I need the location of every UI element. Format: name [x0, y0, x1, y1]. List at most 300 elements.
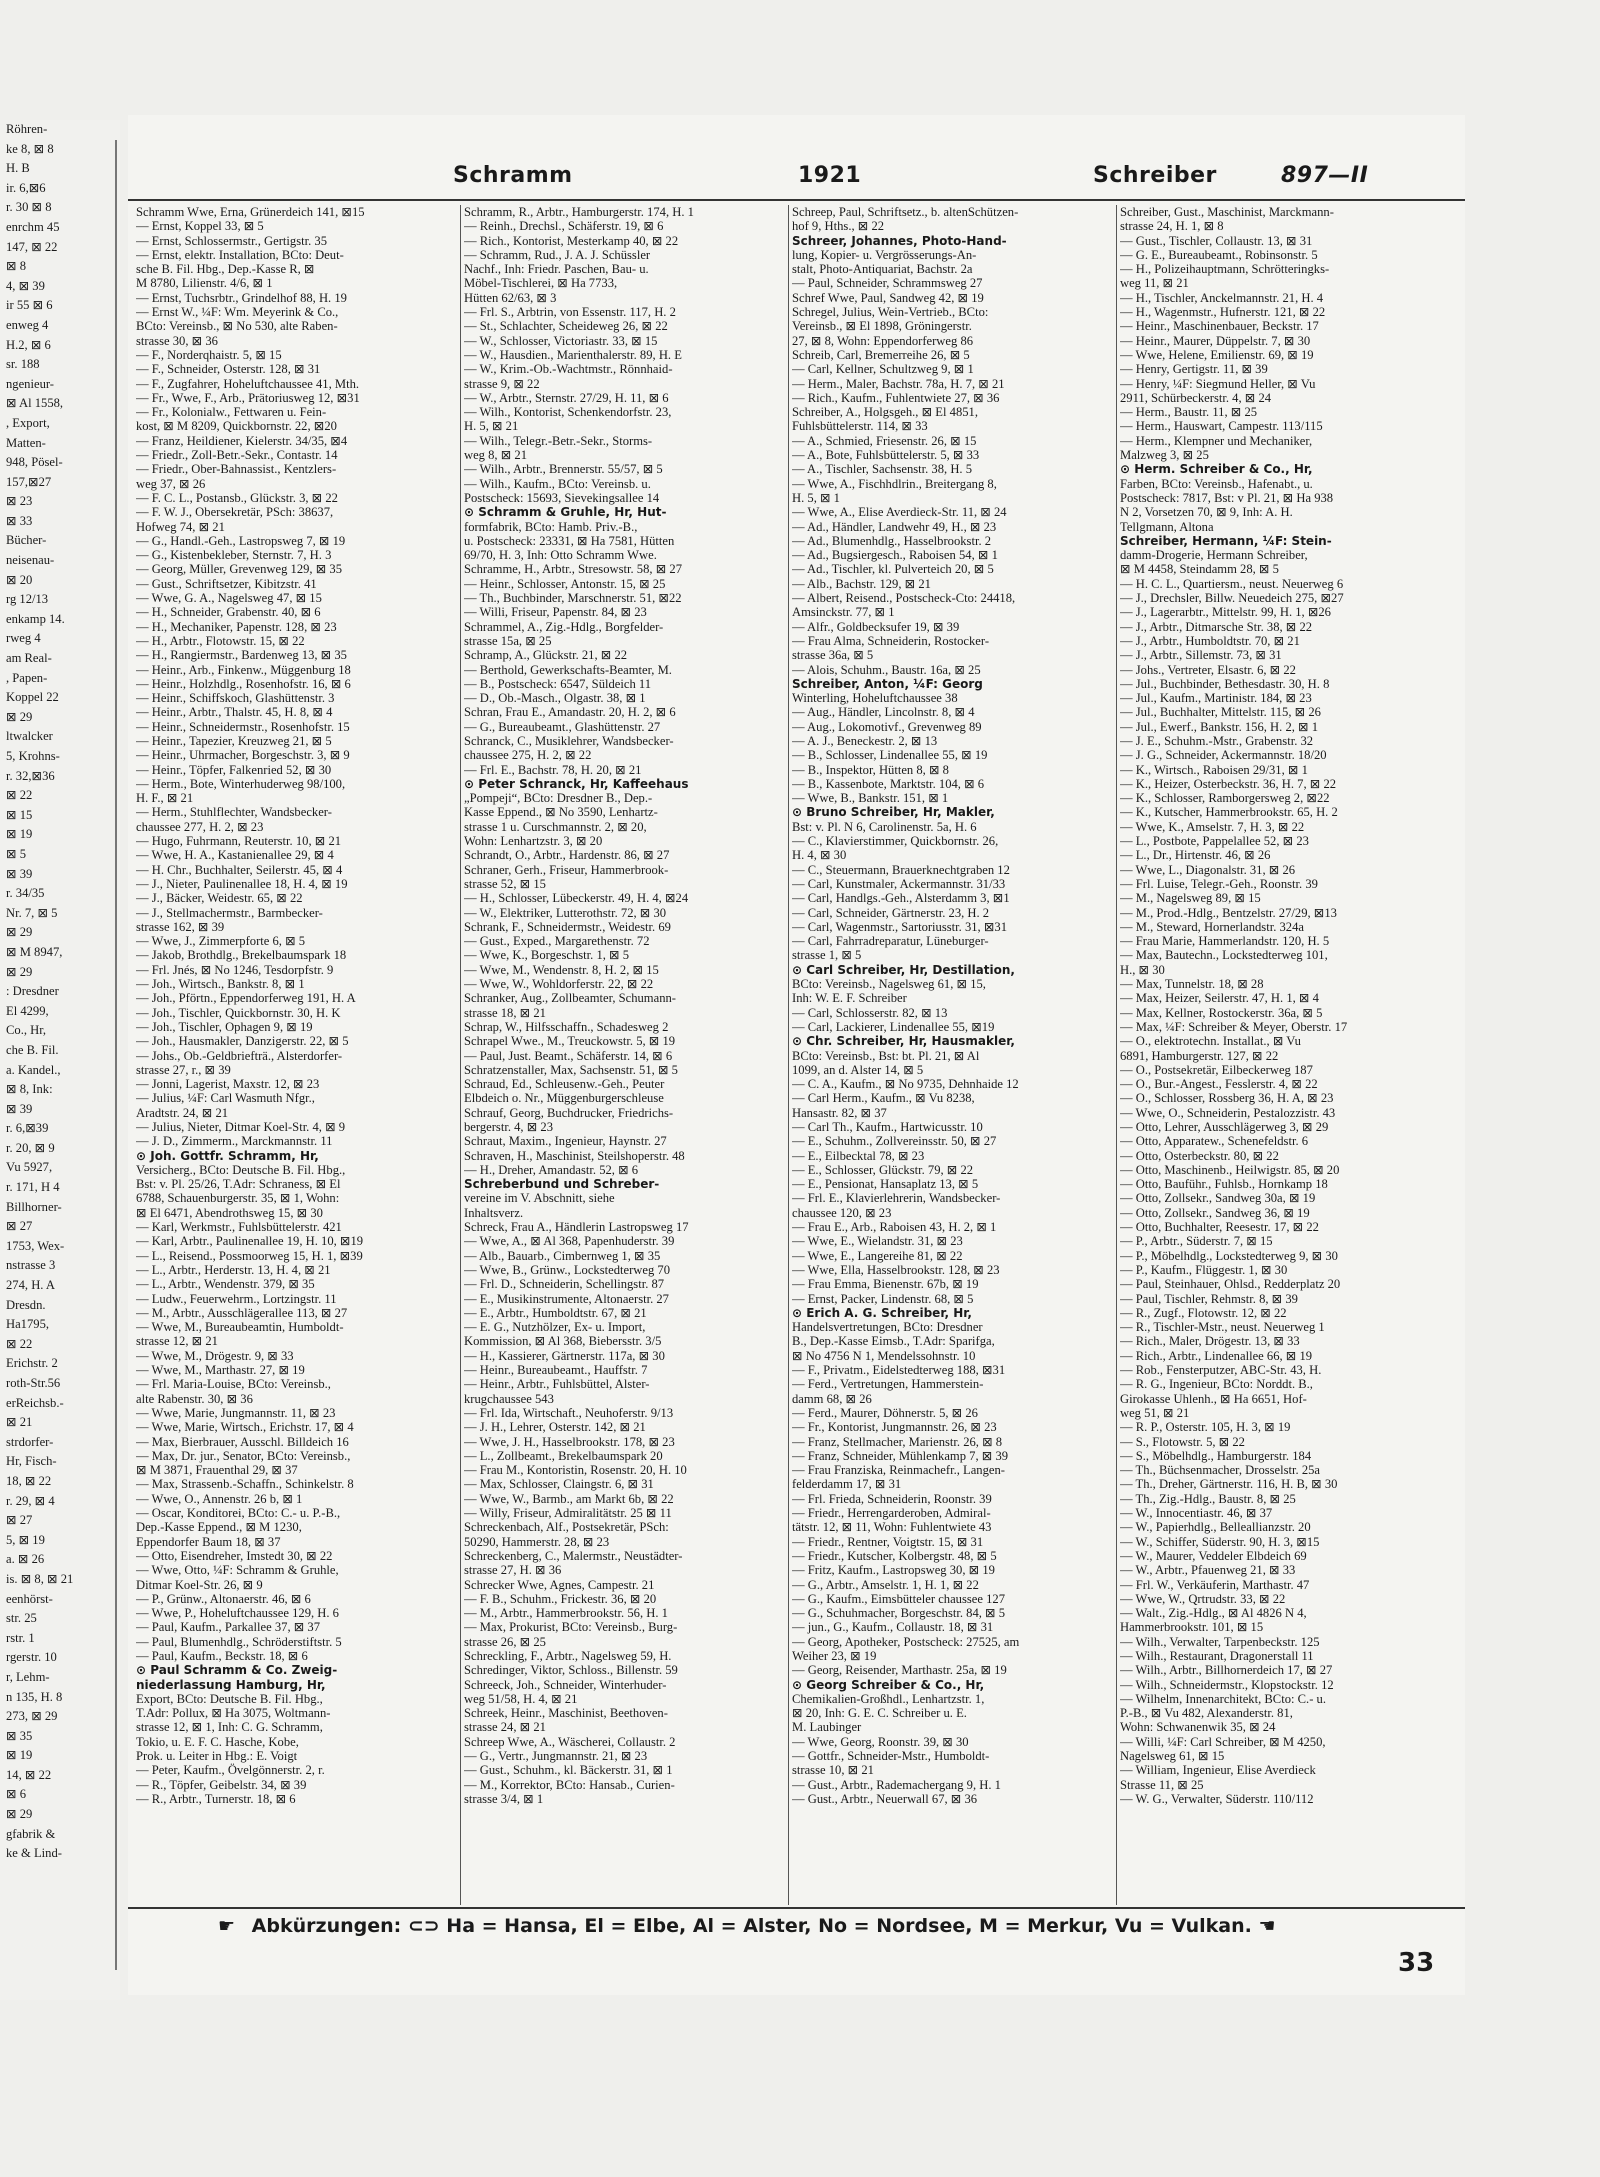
directory-entry: strasse 27, H. ⊠ 36: [464, 1563, 562, 1578]
directory-entry: — J., Arbtr., Ditmarsche Str. 38, ⊠ 22: [1120, 619, 1313, 634]
adjacent-page-fragment: 1753, Wex-: [6, 1238, 65, 1253]
adjacent-page-fragment: Matten-: [6, 435, 46, 450]
directory-page: [128, 115, 1465, 1995]
directory-entry: — H., Arbtr., Flotowstr. 15, ⊠ 22: [136, 633, 305, 648]
directory-entry: strasse 1, ⊠ 5: [792, 948, 862, 963]
directory-entry: Farben, BCto: Vereinsb., Hafenabt., u.: [1120, 476, 1313, 491]
directory-entry: — G. E., Bureaubeamt., Robinsonstr. 5: [1120, 247, 1318, 262]
directory-entry: — Wwe, K., Borgeschstr. 1, ⊠ 5: [464, 948, 630, 963]
adjacent-page-fragment: H. B: [6, 161, 30, 176]
directory-entry: ⊙ Bruno Schreiber, Hr, Makler,: [792, 805, 995, 820]
directory-entry: — B., Inspektor, Hütten 8, ⊠ 8: [792, 762, 949, 777]
directory-entry: Kasse Eppend., ⊠ No 3590, Lenhartz-: [464, 805, 658, 820]
adjacent-page-fragment: strdorfer-: [6, 1434, 54, 1449]
directory-entry: ⊠ M 3871, Frauenthal 29, ⊠ 37: [136, 1463, 298, 1478]
directory-entry: — H., Mechaniker, Papenstr. 128, ⊠ 23: [136, 619, 337, 634]
directory-entry: — Otto, Bauführ., Fuhlsb., Hornkamp 18: [1120, 1177, 1328, 1192]
footer-rule: [128, 1907, 1465, 1909]
directory-entry: — Frl. S., Arbtrin, von Essenstr. 117, H. 2: [464, 305, 676, 320]
directory-entry: chaussee 120, ⊠ 23: [792, 1205, 892, 1220]
adjacent-page-fragment: ⊠ 5: [6, 846, 26, 861]
directory-entry: — H. Chr., Buchhalter, Seilerstr. 45, ⊠ 4: [136, 862, 343, 877]
directory-entry: — Karl, Werkmstr., Fuhlsbüttelerstr. 421: [136, 1220, 342, 1235]
directory-entry: — Frl. D., Schneiderin, Schellingstr. 87: [464, 1277, 665, 1292]
directory-entry: — Paul, Kaufm., Parkallee 37, ⊠ 37: [136, 1620, 321, 1635]
directory-entry: strasse 12, ⊠ 21: [136, 1334, 218, 1349]
directory-entry: — Ad., Blumenhdlg., Hasselbrookstr. 2: [792, 533, 992, 548]
directory-entry: — Georg, Apotheker, Postscheck: 27525, am: [792, 1634, 1020, 1649]
directory-entry: — Wwe, Helene, Emilienstr. 69, ⊠ 19: [1120, 347, 1314, 362]
directory-entry: — M., Steward, Hornerlandstr. 324a: [1120, 919, 1304, 934]
directory-entry: H. 4, ⊠ 30: [792, 848, 847, 863]
directory-entry: — M., Prod.-Hdlg., Bentzelstr. 27/29, ⊠13: [1120, 905, 1337, 920]
directory-entry: — Joh., Tischler, Ophagen 9, ⊠ 19: [136, 1019, 313, 1034]
directory-entry: Bst: v. Pl. N 6, Carolinenstr. 5a, H. 6: [792, 819, 977, 834]
directory-entry: Girokasse Uhlenh., ⊠ Ha 6651, Hof-: [1120, 1391, 1307, 1406]
directory-entry: — Reinh., Drechsl., Schäferstr. 19, ⊠ 6: [464, 219, 664, 234]
directory-entry: — J., Drechsler, Billw. Neuedeich 275, ⊠27: [1120, 591, 1344, 606]
directory-entry: — Heinr., Schneidermstr., Rosenhofstr. 15: [136, 719, 350, 734]
adjacent-page-fragment: H.2, ⊠ 6: [6, 337, 51, 352]
adjacent-page-fragment: ⊠ Al 1558,: [6, 396, 64, 411]
directory-entry: — Heinr., Arbtr., Fuhlsbüttel, Alster-: [464, 1377, 650, 1392]
directory-entry: — Paul, Just. Beamt., Schäferstr. 14, ⊠ 6: [464, 1048, 673, 1063]
directory-entry: — Gust., Schriftsetzer, Kibitzstr. 41: [136, 576, 317, 591]
directory-entry: bergerstr. 4, ⊠ 23: [464, 1120, 554, 1134]
directory-entry: BCto: Vereinsb., Nagelsweg 61, ⊠ 15,: [792, 977, 986, 992]
directory-entry: — Julius, Nieter, Ditmar Koel-Str. 4, ⊠ 9: [136, 1120, 346, 1134]
directory-entry: — G., Handl.-Geh., Lastropsweg 7, ⊠ 19: [136, 533, 346, 548]
directory-entry: — Otto, Maschinenb., Heilwigstr. 85, ⊠ 20: [1120, 1162, 1340, 1177]
directory-entry: — Wilh., Restaurant, Dragonerstall 11: [1120, 1648, 1314, 1663]
directory-entry: — Max, Tunnelstr. 18, ⊠ 28: [1120, 977, 1264, 992]
directory-entry: — Fr., Wwe, F., Arb., Prätoriusweg 12, ⊠31: [136, 390, 360, 405]
directory-entry: Schreiber, A., Holgsgeh., ⊠ El 4851,: [792, 405, 978, 420]
directory-entry: P.-B., ⊠ Vu 482, Alexanderstr. 81,: [1120, 1706, 1293, 1721]
adjacent-page-fragment: che B. Fil.: [6, 1042, 59, 1057]
directory-entry: — C., Klavierstimmer, Quickbornstr. 26,: [792, 834, 999, 849]
directory-entry: — F., Schneider, Osterstr. 128, ⊠ 31: [136, 362, 321, 377]
directory-entry: — Herm., Baustr. 11, ⊠ 25: [1120, 405, 1258, 420]
directory-entry: — W., Schiffer, Süderstr. 90, H. 3, ⊠15: [1120, 1534, 1320, 1549]
directory-entry: — H., Wagenmstr., Hufnerstr. 121, ⊠ 22: [1120, 305, 1326, 320]
adjacent-page-fragment: ⊠ 23: [6, 494, 33, 509]
directory-entry: — O., Bur.-Angest., Fesslerstr. 4, ⊠ 22: [1120, 1077, 1318, 1092]
directory-entry: — Otto, Osterbeckstr. 80, ⊠ 22: [1120, 1148, 1279, 1163]
directory-entry: — H., Tischler, Anckelmannstr. 21, H. 4: [1120, 290, 1324, 305]
directory-entry: — Carl, Kellner, Schultzweg 9, ⊠ 1: [792, 362, 974, 377]
directory-entry: — Frau Marie, Hammerlandstr. 120, H. 5: [1120, 934, 1330, 949]
directory-entry: — P., Arbtr., Süderstr. 7, ⊠ 15: [1120, 1234, 1273, 1249]
adjacent-page-fragment: enrchm 45: [6, 219, 60, 234]
directory-entry: — O., elektrotechn. Installat., ⊠ Vu: [1120, 1034, 1301, 1049]
adjacent-page-fragment: ⊠ 27: [6, 1513, 33, 1528]
directory-entry: — Wilh., Arbtr., Brennerstr. 55/57, ⊠ 5: [464, 462, 663, 477]
directory-entry: — P., Kaufm., Flüggestr. 1, ⊠ 30: [1120, 1262, 1288, 1277]
directory-entry: — F. B., Schuhm., Frickestr. 36, ⊠ 20: [464, 1591, 657, 1606]
adjacent-page-fragment: ⊠ 39: [6, 866, 33, 881]
directory-entry: — Georg, Reisender, Marthastr. 25a, ⊠ 19: [792, 1663, 1007, 1678]
adjacent-page-fragment: ltwalcker: [6, 729, 53, 744]
directory-entry: — H., Polizeihauptmann, Schrötteringks-: [1120, 262, 1330, 277]
adjacent-page-fragment: Vu 5927,: [6, 1160, 53, 1175]
adjacent-page-fragment: r. 6,⊠39: [6, 1121, 49, 1136]
directory-entry: Schregel, Julius, Wein-Vertrieb., BCto:: [792, 305, 989, 320]
directory-entry: ⊙ Erich A. G. Schreiber, Hr,: [792, 1305, 972, 1320]
directory-entry: — Gust., Exped., Margarethenstr. 72: [464, 934, 650, 949]
adjacent-page-fragment: neisenau-: [6, 553, 55, 568]
directory-entry: niederlassung Hamburg, Hr,: [136, 1677, 326, 1692]
directory-entry: — Frau Emma, Bienenstr. 67b, ⊠ 19: [792, 1277, 979, 1292]
directory-entry: — Gust., Tischler, Collaustr. 13, ⊠ 31: [1120, 233, 1313, 248]
directory-entry: — Frau Franziska, Reinmachefr., Langen-: [792, 1463, 1005, 1478]
directory-entry: — Oscar, Konditorei, BCto: C.- u. P.-B.,: [136, 1506, 341, 1521]
directory-entry: — Carl, Fahrradreparatur, Lüneburger-: [792, 934, 989, 949]
directory-entry: Fuhlsbüttelerstr. 114, ⊠ 33: [792, 419, 928, 434]
directory-entry: — jun., G., Kaufm., Collaustr. 18, ⊠ 31: [792, 1620, 994, 1635]
directory-entry: — W., Innocentiastr. 46, ⊠ 37: [1120, 1506, 1273, 1521]
adjacent-page-fragment: sr. 188: [6, 357, 40, 372]
directory-entry: — Frau E., Arb., Raboisen 43, H. 2, ⊠ 1: [792, 1220, 997, 1235]
directory-entry: strasse 30, ⊠ 36: [136, 333, 218, 348]
adjacent-page-fragment: : Dresdner: [6, 984, 59, 999]
adjacent-page-fragment: rweg 4: [6, 631, 41, 646]
directory-entry: — Wilhelm, Innenarchitekt, BCto: C.- u.: [1120, 1691, 1326, 1706]
directory-entry: — E., Arbtr., Humboldtstr. 67, ⊠ 21: [464, 1305, 647, 1320]
adjacent-page-fragment: roth-Str.56: [6, 1376, 61, 1390]
directory-entry: — Karl, Arbtr., Paulinenallee 19, H. 10, ⊠19: [136, 1234, 364, 1249]
adjacent-page-fragment: 274, H. A: [6, 1278, 55, 1293]
directory-entry: — Ernst, Tuchsrbtr., Grindelhof 88, H. 19: [136, 290, 347, 305]
directory-entry: — J., Arbtr., Sillemstr. 73, ⊠ 31: [1120, 648, 1282, 663]
directory-entry: — Aug., Lokomotivf., Grevenweg 89: [792, 719, 982, 734]
directory-entry: — Wilh., Kontorist, Schenkendorfstr. 23,: [464, 405, 672, 420]
directory-entry: — F., Zugfahrer, Hoheluftchaussee 41, Mth.: [136, 376, 360, 391]
directory-entry: BCto: Vereinsb., Bst: bt. Pl. 21, ⊠ Al: [792, 1048, 980, 1063]
directory-entry: — Wwe, K., Amselstr. 7, H. 3, ⊠ 22: [1120, 819, 1305, 834]
directory-entry: strasse 27, r., ⊠ 39: [136, 1062, 231, 1077]
directory-entry: strasse 26, ⊠ 25: [464, 1634, 546, 1649]
directory-entry: — Carl Herm., Kaufm., ⊠ Vu 8238,: [792, 1091, 975, 1106]
directory-entry: — Wwe, W., Wohldorferstr. 22, ⊠ 22: [464, 977, 654, 992]
directory-entry: BCto: Vereinsb., ⊠ No 530, alte Raben-: [136, 319, 338, 334]
directory-entry: Bst: v. Pl. 25/26, T.Adr: Schraness, ⊠ El: [136, 1177, 341, 1192]
directory-entry: — P., Möbelhdlg., Lockstedterweg 9, ⊠ 30: [1120, 1248, 1338, 1263]
directory-entry: — E., Schlosser, Glückstr. 79, ⊠ 22: [792, 1162, 974, 1177]
directory-entry: Schreer, Johannes, Photo-Hand-: [792, 233, 1007, 248]
directory-entry: — W., Elektriker, Lutterothstr. 72, ⊠ 30: [464, 905, 667, 920]
adjacent-page-fragment: Erichstr. 2: [6, 1356, 58, 1371]
adjacent-page-fragment: 18, ⊠ 22: [6, 1473, 52, 1488]
directory-entry: — Heinr., Arb., Finkenw., Müggenburg 18: [136, 662, 351, 677]
directory-entry: H. 5, ⊠ 21: [464, 419, 519, 434]
directory-entry: — A. J., Beneckestr. 2, ⊠ 13: [792, 733, 938, 748]
adjacent-page-fragment: ⊠ 20: [6, 572, 33, 587]
directory-entry: — Rich., Maler, Drögestr. 13, ⊠ 33: [1120, 1334, 1300, 1349]
adjacent-page-fragment: Nr. 7, ⊠ 5: [6, 905, 58, 920]
directory-entry: chaussee 275, H. 2, ⊠ 22: [464, 748, 592, 763]
directory-entry: — Georg, Müller, Grevenweg 129, ⊠ 35: [136, 562, 343, 577]
directory-entry: — Friedr., Ober-Bahnassist., Kentzlers-: [136, 462, 337, 477]
directory-entry: Hütten 62/63, ⊠ 3: [464, 290, 557, 305]
adjacent-page-fragment: ⊠ 29: [6, 925, 33, 940]
directory-entry: Schramp, A., Glückstr. 21, ⊠ 22: [464, 648, 628, 663]
directory-entry: stalt, Photo-Antiquariat, Bachstr. 2a: [792, 262, 973, 277]
directory-entry: — Max, Prokurist, BCto: Vereinsb., Burg-: [464, 1620, 678, 1635]
directory-entry: — Frl. Frieda, Schneiderin, Roonstr. 39: [792, 1491, 992, 1506]
adjacent-page-fragment: ir. 6,⊠6: [6, 180, 46, 195]
directory-entry: — Max, Bautechn., Lockstedterweg 101,: [1120, 948, 1328, 963]
column-1: [133, 205, 461, 1905]
directory-entry: — Frau M., Kontoristin, Rosenstr. 20, H. 10: [464, 1463, 687, 1478]
directory-entry: — S., Flotowstr. 5, ⊠ 22: [1120, 1434, 1245, 1449]
directory-entry: — C., Steuermann, Brauerknechtgraben 12: [792, 862, 1010, 877]
directory-entry: — Carl, Schlosserstr. 82, ⊠ 13: [792, 1005, 948, 1020]
directory-entry: — Rich., Kaufm., Fuhlentwiete 27, ⊠ 36: [792, 390, 1000, 405]
directory-entry: strasse 36a, ⊠ 5: [792, 648, 874, 663]
directory-entry: Nagelsweg 61, ⊠ 15: [1120, 1749, 1225, 1764]
abbreviations-text: Abkürzungen: ⊂⊃ Ha = Hansa, El = Elbe, Al = Alster, No = Nordsee, M = Merkur, Vu = Vulkan.: [251, 1915, 1252, 1937]
directory-entry: — G., Schuhmacher, Borgeschstr. 84, ⊠ 5: [792, 1606, 1006, 1621]
adjacent-page-fragment: Dresdn.: [6, 1297, 46, 1312]
adjacent-page-fragment: ke 8, ⊠ 8: [6, 141, 54, 156]
directory-entry: — Heinr., Tapezier, Kreuzweg 21, ⊠ 5: [136, 733, 332, 748]
directory-entry: Ditmar Koel-Str. 26, ⊠ 9: [136, 1577, 263, 1592]
directory-entry: — Otto, Lehrer, Ausschlägerweg 3, ⊠ 29: [1120, 1120, 1329, 1134]
directory-entry: 50290, Hammerstr. 28, ⊠ 23: [464, 1534, 610, 1549]
adjacent-page-fragment: Röhren-: [6, 122, 48, 136]
directory-entry: — L., Reisend., Possmoorweg 15, H. 1, ⊠39: [136, 1248, 363, 1263]
directory-entry: 6788, Schauenburgerstr. 35, ⊠ 1, Wohn:: [136, 1191, 340, 1206]
directory-entry: — Carl, Lackierer, Lindenallee 55, ⊠19: [792, 1019, 995, 1034]
directory-entry: — K., Schlosser, Ramborgersweg 2, ⊠22: [1120, 791, 1330, 806]
directory-entry: — Herm., Maler, Bachstr. 78a, H. 7, ⊠ 21: [792, 376, 1005, 391]
directory-entry: — Joh., Wirtsch., Bankstr. 8, ⊠ 1: [136, 977, 305, 992]
adjacent-page-fragment: Hr, Fisch-: [6, 1454, 57, 1469]
directory-entry: — Carl, Kunstmaler, Ackermannstr. 31/33: [792, 876, 1006, 891]
adjacent-page-fragment: r. 171, H 4: [6, 1180, 60, 1195]
directory-entry: — Willy, Friseur, Admiralitätstr. 25 ⊠ 11: [464, 1506, 672, 1521]
pointing-hand-left-icon: ☚: [1258, 1915, 1276, 1937]
directory-entry: Schranck, C., Musiklehrer, Wandsbecker-: [464, 733, 674, 748]
directory-entry: — R. P., Osterstr. 105, H. 3, ⊠ 19: [1120, 1420, 1291, 1435]
directory-entry: — G., Bureaubeamt., Glashüttenstr. 27: [464, 719, 661, 734]
directory-entry: Weiher 23, ⊠ 19: [792, 1648, 877, 1663]
directory-entry: — L., Arbtr., Wendenstr. 379, ⊠ 35: [136, 1277, 315, 1292]
directory-entry: — Wilh., Kaufm., BCto: Vereinsb. u.: [464, 476, 651, 491]
directory-entry: — Wwe, B., Grünw., Lockstedterweg 70: [464, 1262, 671, 1277]
adjacent-page-fragment: ir 55 ⊠ 6: [6, 298, 53, 313]
directory-entry: Schramm, R., Arbtr., Hamburgerstr. 174, H. 1: [464, 205, 694, 219]
directory-entry: strasse 52, ⊠ 15: [464, 876, 546, 891]
directory-entry: — Otto, Zollsekr., Sandweg 36, ⊠ 19: [1120, 1205, 1310, 1220]
directory-entry: Schranker, Aug., Zollbeamter, Schumann-: [464, 991, 676, 1006]
adjacent-page-fragment: ⊠ 39: [6, 1101, 33, 1116]
adjacent-page-fragment: ⊠ 19: [6, 827, 33, 842]
directory-entry: H., ⊠ 30: [1120, 962, 1165, 977]
directory-entry: — Heinr., Maurer, Düppelstr. 7, ⊠ 30: [1120, 333, 1311, 348]
directory-entry: — Max, Heizer, Seilerstr. 47, H. 1, ⊠ 4: [1120, 991, 1319, 1006]
directory-entry: Schraner, Gerh., Friseur, Hammerbrook-: [464, 862, 669, 877]
directory-entry: Wohn: Schwanenwik 35, ⊠ 24: [1120, 1720, 1276, 1735]
directory-entry: Aradtstr. 24, ⊠ 21: [136, 1105, 229, 1120]
directory-entry: Schreib, Carl, Bremerreihe 26, ⊠ 5: [792, 347, 970, 362]
adjacent-page-fragment: ⊠ 35: [6, 1728, 33, 1743]
directory-entry: Schraut, Maxim., Ingenieur, Haynstr. 27: [464, 1134, 667, 1149]
directory-entry: — Ferd., Maurer, Döhnerstr. 5, ⊠ 26: [792, 1405, 978, 1420]
adjacent-page-fragment: ⊠ 22: [6, 1336, 33, 1351]
directory-entry: — Ernst, Packer, Lindenstr. 68, ⊠ 5: [792, 1291, 974, 1306]
directory-entry: M 8780, Lilienstr. 4/6, ⊠ 1: [136, 276, 273, 291]
directory-entry: — Otto, Eisendreher, Imstedt 30, ⊠ 22: [136, 1548, 333, 1563]
directory-entry: strasse 1 u. Curschmannstr. 2, ⊠ 20,: [464, 819, 647, 834]
directory-entry: — Rob., Fensterputzer, ABC-Str. 43, H.: [1120, 1363, 1322, 1378]
directory-entry: Möbel-Tischlerei, ⊠ Ha 7733,: [464, 276, 618, 291]
directory-entry: — G., Arbtr., Amselstr. 1, H. 1, ⊠ 22: [792, 1577, 979, 1592]
adjacent-page-fragment: 147, ⊠ 22: [6, 239, 58, 254]
directory-entry: Schratzenstaller, Max, Sachsenstr. 51, ⊠ 5: [464, 1062, 678, 1077]
directory-entry: — H., Rangiermstr., Bardenweg 13, ⊠ 35: [136, 648, 347, 663]
directory-entry: — Paul, Blumenhdlg., Schröderstiftstr. 5: [136, 1634, 342, 1649]
directory-entry: u. Postscheck: 23331, ⊠ Ha 7581, Hütten: [464, 533, 675, 548]
directory-entry: Chemikalien-Großhdl., Lenhartzstr. 1,: [792, 1691, 985, 1706]
adjacent-page-fragment: 157,⊠27: [6, 474, 52, 489]
directory-entry: — Aug., Händler, Lincolnstr. 8, ⊠ 4: [792, 705, 975, 720]
directory-entry: vereine im V. Abschnitt, siehe: [464, 1191, 615, 1206]
directory-entry: — Max, ¼F: Schreiber & Meyer, Oberstr. 17: [1120, 1019, 1348, 1034]
directory-entry: — J., Arbtr., Humboldtstr. 70, ⊠ 21: [1120, 633, 1300, 648]
directory-entry: — Jul., Kaufm., Martinistr. 184, ⊠ 23: [1120, 691, 1312, 706]
directory-entry: — Jul., Ewerf., Bankstr. 156, H. 2, ⊠ 1: [1120, 719, 1319, 734]
directory-entry: — R., Tischler-Mstr., neust. Neuerweg 1: [1120, 1320, 1325, 1335]
directory-entry: — Th., Zig.-Hdlg., Baustr. 8, ⊠ 25: [1120, 1491, 1296, 1506]
directory-entry: — H. C. L., Quartiersm., neust. Neuerweg 6: [1120, 576, 1344, 591]
adjacent-page-fragment: rgerstr. 10: [6, 1650, 57, 1665]
directory-entry: sche B. Fil. Hbg., Dep.-Kasse R, ⊠: [136, 262, 315, 277]
directory-entry: — L., Dr., Hirtenstr. 46, ⊠ 26: [1120, 848, 1271, 863]
directory-entry: — Wwe, M., Wendenstr. 8, H. 2, ⊠ 15: [464, 962, 659, 977]
adjacent-page-fragment: ngenieur-: [6, 376, 55, 391]
directory-entry: — Heinr., Holzhdlg., Rosenhofstr. 16, ⊠ 6: [136, 676, 351, 691]
adjacent-page-fragment: r. 30 ⊠ 8: [6, 200, 52, 215]
adjacent-page-fragment: ⊠ 29: [6, 964, 33, 979]
directory-entry: — Wwe, A., ⊠ Al 368, Papenhuderstr. 39: [464, 1234, 675, 1249]
directory-entry: — H., Dreher, Amandastr. 52, ⊠ 6: [464, 1162, 639, 1177]
directory-entry: strasse 24, ⊠ 21: [464, 1720, 546, 1735]
directory-entry: krugchaussee 543: [464, 1391, 554, 1406]
directory-entry: — Wwe, M., Drögestr. 9, ⊠ 33: [136, 1348, 294, 1363]
directory-entry: — Albert, Reisend., Postscheck-Cto: 24418,: [792, 591, 1016, 606]
directory-entry: — Frl. Ida, Wirtschaft., Neuhoferstr. 9/13: [464, 1405, 674, 1420]
directory-entry: — Alois, Schuhm., Baustr. 16a, ⊠ 25: [792, 662, 981, 677]
directory-entry: — Peter, Kaufm., Övelgönnerstr. 2, r.: [136, 1763, 325, 1778]
directory-entry: — Fritz, Kaufm., Lastropsweg 30, ⊠ 19: [792, 1563, 995, 1578]
adjacent-page-fragment: ⊠ 19: [6, 1748, 33, 1763]
directory-entry: — O., Schlosser, Rossberg 36, H. A, ⊠ 23: [1120, 1091, 1334, 1106]
adjacent-page-fragment: r. 29, ⊠ 4: [6, 1493, 55, 1508]
directory-entry: — Alfr., Goldbecksufer 19, ⊠ 39: [792, 619, 960, 634]
directory-entry: — Gottfr., Schneider-Mstr., Humboldt-: [792, 1749, 990, 1764]
directory-entry: — A., Schmied, Friesenstr. 26, ⊠ 15: [792, 433, 977, 448]
directory-entry: Nachf., Inh: Friedr. Paschen, Bau- u.: [464, 262, 649, 277]
column-2: [461, 205, 789, 1905]
directory-entry: 1099, an d. Alster 14, ⊠ 5: [792, 1062, 924, 1077]
directory-entry: — L., Arbtr., Herderstr. 13, H. 4, ⊠ 21: [136, 1262, 331, 1277]
directory-entry: — Ad., Händler, Landwehr 49, H., ⊠ 23: [792, 519, 997, 534]
directory-entry: — S., Möbelhdlg., Hamburgerstr. 184: [1120, 1448, 1312, 1463]
directory-entry: — L., Zollbeamt., Brekelbaumspark 20: [464, 1448, 663, 1463]
directory-entry: — J. E., Schuhm.-Mstr., Grabenstr. 32: [1120, 733, 1314, 748]
directory-entry: — Johs., Vertreter, Elsastr. 6, ⊠ 22: [1120, 662, 1296, 677]
directory-entry: Kommission, ⊠ Al 368, Biebersstr. 3/5: [464, 1334, 662, 1349]
directory-entry: — Carl, Handlgs.-Geh., Alsterdamm 3, ⊠1: [792, 891, 1010, 906]
directory-entry: — E., Musikinstrumente, Altonaerstr. 27: [464, 1291, 669, 1306]
directory-entry: — E., Eilbecktal 78, ⊠ 23: [792, 1148, 925, 1163]
directory-entry: — Frl. Maria-Louise, BCto: Vereinsb.,: [136, 1377, 331, 1392]
column-4: [1117, 205, 1445, 1905]
adjacent-page-fragment: nstrasse 3: [6, 1258, 56, 1273]
directory-entry: — W., Hausdien., Marienthalerstr. 89, H. E: [464, 347, 682, 362]
directory-entry: — Carl Th., Kaufm., Hartwicusstr. 10: [792, 1120, 983, 1134]
directory-entry: — Alb., Bachstr. 129, ⊠ 21: [792, 576, 931, 591]
directory-entry: — Wilh., Verwalter, Tarpenbeckstr. 125: [1120, 1634, 1320, 1649]
directory-entry: alte Rabenstr. 30, ⊠ 36: [136, 1391, 253, 1406]
adjacent-page-fragment: ⊠ 15: [6, 807, 33, 822]
directory-entry: — Willi, Friseur, Papenstr. 84, ⊠ 23: [464, 605, 647, 620]
adjacent-page-fragment: enkamp 14.: [6, 611, 65, 626]
directory-entry: — M., Nagelsweg 89, ⊠ 15: [1120, 891, 1261, 906]
pointing-hand-icon: ☛: [218, 1915, 236, 1937]
directory-entry: felderdamm 17, ⊠ 31: [792, 1477, 902, 1492]
directory-entry: — R., Töpfer, Geibelstr. 34, ⊠ 39: [136, 1777, 307, 1792]
directory-entry: — Fr., Kontorist, Jungmannstr. 26, ⊠ 23: [792, 1420, 997, 1435]
directory-entry: — F., Norderqhaistr. 5, ⊠ 15: [136, 347, 282, 362]
directory-entry: — F., Privatm., Eidelstedterweg 188, ⊠31: [792, 1363, 1006, 1378]
directory-entry: — Ludw., Feuerwehrm., Lortzingstr. 11: [136, 1291, 337, 1306]
directory-entry: — D., Ob.-Masch., Olgastr. 38, ⊠ 1: [464, 691, 646, 706]
abbreviations-footer: [218, 1915, 1318, 1947]
directory-entry: Schrank, F., Schneidermstr., Weidestr. 69: [464, 919, 671, 934]
directory-entry: — Otto, Apparatew., Schenefeldstr. 6: [1120, 1134, 1309, 1149]
directory-entry: — Wwe, Otto, ¼F: Schramm & Gruhle,: [136, 1563, 339, 1578]
directory-entry: ⊠ No 4756 N 1, Mendelssohnstr. 10: [792, 1348, 976, 1363]
directory-entry: lung, Kopier- u. Vergrösserungs-An-: [792, 247, 977, 262]
directory-entry: — Wwe, J., Zimmerpforte 6, ⊠ 5: [136, 934, 306, 949]
directory-entry: tätstr. 12, ⊠ 11, Wohn: Fuhlentwiete 43: [792, 1520, 992, 1535]
adjacent-page-fragment: 4, ⊠ 39: [6, 278, 45, 293]
directory-entry: Vereinsb., ⊠ El 1898, Gröningerstr.: [792, 319, 972, 334]
directory-entry: — L., Postbote, Pappelallee 52, ⊠ 23: [1120, 834, 1309, 849]
directory-entry: — Paul, Tischler, Rehmstr. 8, ⊠ 39: [1120, 1291, 1298, 1306]
directory-entry: — J., Lagerarbtr., Mittelstr. 99, H. 1, ⊠26: [1120, 605, 1331, 620]
adjacent-page-fragment: ⊠ M 8947,: [6, 944, 63, 959]
directory-entry: ⊙ Paul Schramm & Co. Zweig-: [136, 1663, 338, 1678]
header-last-name: Schreiber: [1093, 163, 1217, 188]
directory-entry: Schreep, Paul, Schriftsetz., b. altenSchützen-: [792, 205, 1019, 219]
directory-entry: Elbdeich o. Nr., Müggenburgerschleuse: [464, 1091, 664, 1106]
directory-entry: Schramm Wwe, Erna, Grünerdeich 141, ⊠15: [136, 205, 365, 219]
adjacent-page-fragment: eenhörst-: [6, 1591, 53, 1606]
directory-entry: Hofweg 74, ⊠ 21: [136, 519, 225, 534]
directory-entry: — Herm., Bote, Winterhuderweg 98/100,: [136, 776, 346, 791]
directory-entry: weg 51/58, H. 4, ⊠ 21: [464, 1691, 578, 1706]
directory-entry: — Ferd., Vertretungen, Hammerstein-: [792, 1377, 984, 1392]
directory-entry: — Th., Dreher, Gärtnerstr. 116, H. B, ⊠ 30: [1120, 1477, 1338, 1492]
directory-entry: — M., Korrektor, BCto: Hansab., Curien-: [464, 1777, 675, 1792]
directory-entry: — O., Postsekretär, Eilbeckerweg 187: [1120, 1062, 1313, 1077]
directory-entry: — Frl. Jnés, ⊠ No 1246, Tesdorpfstr. 9: [136, 962, 334, 977]
directory-entry: weg 8, ⊠ 21: [464, 448, 528, 463]
